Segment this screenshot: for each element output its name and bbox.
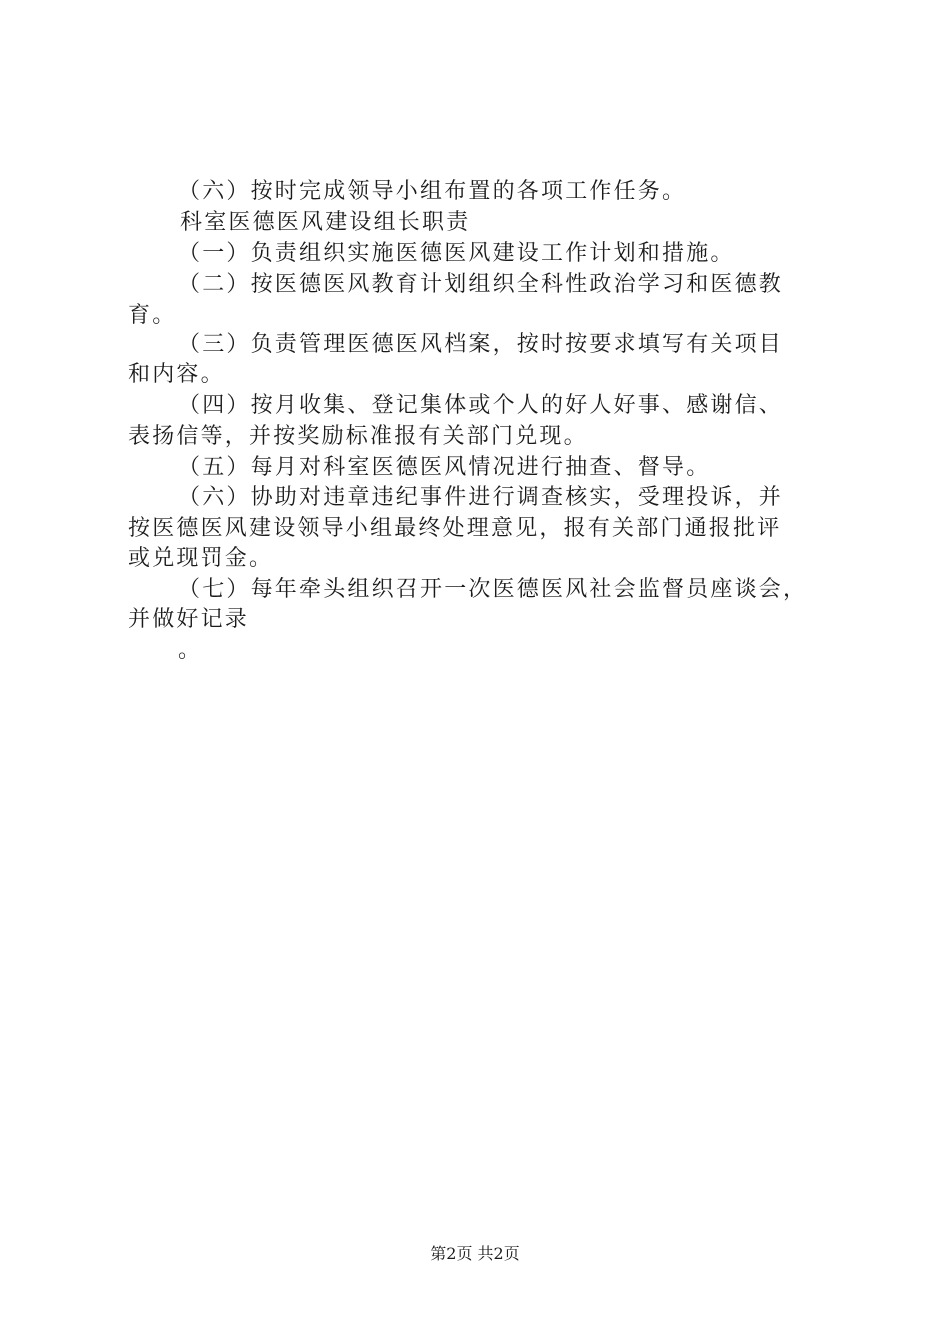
paragraph-line: 和内容。: [128, 362, 225, 387]
paragraph-line: 表扬信等，并按奖励标准报有关部门兑现。: [128, 424, 588, 449]
paragraph-line: 育。: [128, 303, 177, 328]
paragraph-line: （七）每年牵头组织召开一次医德医风社会监督员座谈会，: [178, 577, 808, 602]
section-heading: 科室医德医风建设组长职责: [180, 210, 471, 235]
paragraph-line: 。: [178, 638, 203, 663]
paragraph-line: （三）负责管理医德医风档案，按时按要求填写有关项目: [178, 332, 784, 357]
paragraph-line: 按医德医风建设领导小组最终处理意见，报有关部门通报批评: [128, 516, 782, 541]
paragraph-line: （六）按时完成领导小组布置的各项工作任务。: [178, 179, 687, 204]
paragraph-line: （四）按月收集、登记集体或个人的好人好事、感谢信、: [178, 393, 784, 418]
paragraph-line: （二）按医德医风教育计划组织全科性政治学习和医德教: [178, 272, 784, 297]
paragraph-line: 或兑现罚金。: [128, 546, 274, 571]
paragraph-line: （一）负责组织实施医德医风建设工作计划和措施。: [178, 241, 735, 266]
paragraph-line: （五）每月对科室医德医风情况进行抽查、督导。: [178, 455, 711, 480]
page-footer: 第2页 共2页: [430, 1244, 520, 1263]
paragraph-line: 并做好记录: [128, 607, 250, 632]
paragraph-line: （六）协助对违章违纪事件进行调查核实，受理投诉，并: [178, 485, 784, 510]
